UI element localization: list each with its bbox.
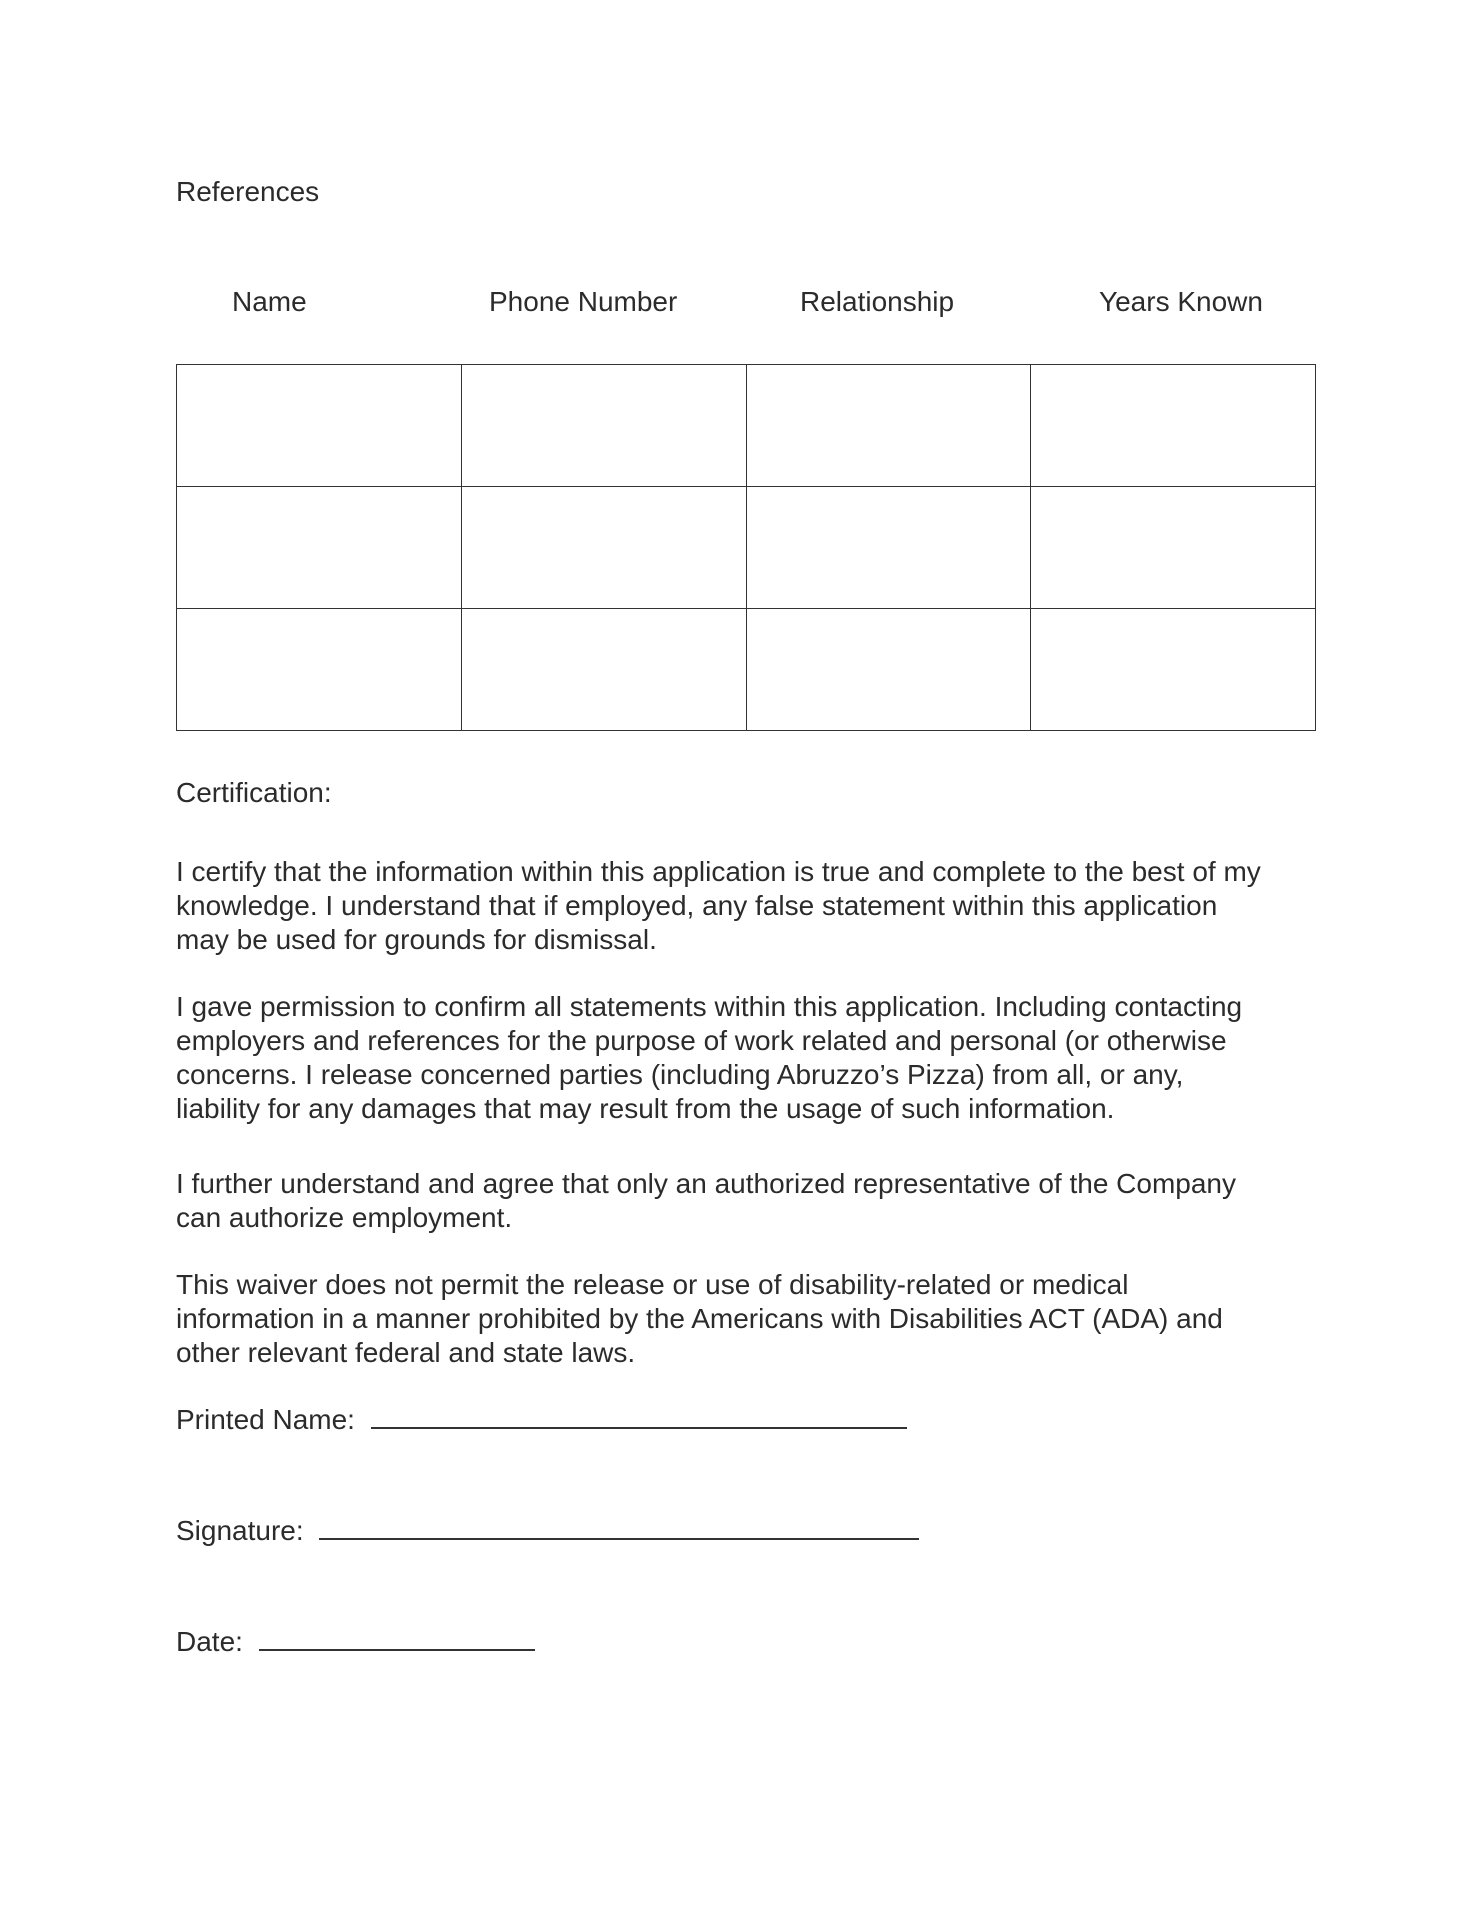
signature-field[interactable] xyxy=(319,1514,919,1540)
certification-paragraph-1: I certify that the information within this application is true and complete to the best of my knowledge. I understand that if employed, any false statement within this application may be used for grounds for dismissal. xyxy=(176,856,1261,955)
reference-3-phone-cell[interactable] xyxy=(461,609,746,731)
signature-row xyxy=(176,1514,919,1548)
reference-3-name-cell[interactable] xyxy=(177,609,462,731)
reference-2-name-cell[interactable] xyxy=(177,487,462,609)
certification-heading: Certification: xyxy=(176,777,332,808)
date-field[interactable] xyxy=(259,1625,535,1651)
references-table xyxy=(176,364,1316,731)
printed-name-field[interactable] xyxy=(371,1403,907,1429)
certification-paragraph-3: I further understand and agree that only an authorized representative of the Company can authorize employment. xyxy=(176,1168,1237,1233)
reference-1-years-cell[interactable] xyxy=(1031,365,1316,487)
reference-3-relationship-cell[interactable] xyxy=(746,609,1031,731)
reference-1-name-cell[interactable] xyxy=(177,365,462,487)
date-label: Date: xyxy=(176,1626,243,1657)
column-header-name: Name xyxy=(232,286,307,317)
reference-2-phone-cell[interactable] xyxy=(461,487,746,609)
column-header-relationship: Relationship xyxy=(800,286,955,317)
certification-paragraph-4: This waiver does not permit the release or use of disability-related or medical information in a manner prohibited by the Americans with Disabilities ACT (ADA) and other relevant federal and state laws. xyxy=(176,1269,1223,1368)
table-row xyxy=(177,487,1316,609)
reference-3-years-cell[interactable] xyxy=(1031,609,1316,731)
reference-2-years-cell[interactable] xyxy=(1031,487,1316,609)
certification-paragraph-2: I gave permission to confirm all statements within this application. Including contacting employers and references for the purpose of work related and personal (or otherwise concerns. I release concerned parties (including Abruzzo’s Pizza) from all, or any, liability for any damages that may result from the usage of such information. xyxy=(176,991,1243,1124)
reference-1-relationship-cell[interactable] xyxy=(746,365,1031,487)
printed-name-row xyxy=(176,1403,907,1437)
column-header-phone-number: Phone Number xyxy=(489,286,678,317)
column-header-years-known: Years Known xyxy=(1099,286,1263,317)
table-row xyxy=(177,365,1316,487)
date-row xyxy=(176,1625,535,1659)
printed-name-label: Printed Name: xyxy=(176,1404,355,1435)
references-title: References xyxy=(176,176,320,207)
reference-1-phone-cell[interactable] xyxy=(461,365,746,487)
reference-2-relationship-cell[interactable] xyxy=(746,487,1031,609)
table-row xyxy=(177,609,1316,731)
signature-label: Signature: xyxy=(176,1515,304,1546)
